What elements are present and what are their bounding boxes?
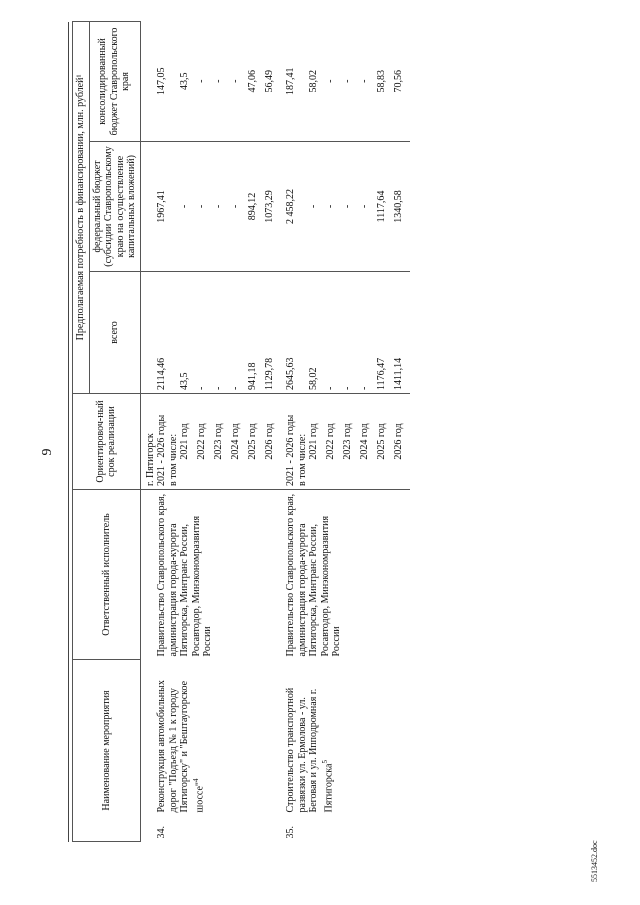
year-label: 2023 год [213,393,230,489]
top-rule [68,22,69,842]
year-total: 43,5 [179,271,196,393]
city-label: г. Пятигорск [140,393,156,489]
year-label: 2025 год [247,393,264,489]
year-regional: 43,5 [179,21,196,141]
year-label: 2026 год [393,393,410,489]
year-total: - [196,271,213,393]
year-label: 2025 год [376,393,393,489]
year-label: 2022 год [196,393,213,489]
city-row [140,21,156,841]
row-name [156,659,281,815]
header-executor: Ответственный исполнитель [73,489,141,659]
year-total: 941,18 [247,271,264,393]
table-row [281,21,297,841]
year-regional: - [325,21,342,141]
year-federal: - [342,141,359,271]
year-label: 2024 год [359,393,376,489]
year-federal: 1073,29 [264,141,281,271]
year-regional: 47,06 [247,21,264,141]
year-federal: - [213,141,230,271]
row-number: 34. [156,826,167,839]
year-label: 2021 год [308,393,325,489]
year-federal: 894,12 [247,141,264,271]
row-period: 2021 - 2026 годы [156,393,168,489]
year-label: 2021 год [179,393,196,489]
year-federal: - [325,141,342,271]
year-federal: - [179,141,196,271]
year-regional: 56,49 [264,21,281,141]
year-federal: - [359,141,376,271]
year-federal: 1340,58 [393,141,410,271]
row-executor: Правительство Ставропольского края, администрация города-курорта Пятигорска, Минтранс России, Росавтодор, Минэкономразвития России [156,493,213,657]
year-total: - [359,271,376,393]
incl-label: в том числе: [297,393,309,489]
row-name-footnote: 5 [320,760,329,764]
row-name-text: Строительство транспортной развязки ул. Ермолова - ул. Беговая и ул. Ипподромная г. Пятигорска [285,687,334,813]
year-regional: 58,02 [308,21,325,141]
year-total: - [325,271,342,393]
year-regional: 70,56 [393,21,410,141]
incl-label: в том числе: [168,393,180,489]
row-period-federal: 1967,41 [156,141,168,271]
header-total: всего [89,271,140,393]
page-number: 9 [40,448,55,456]
row-period: 2021 - 2026 годы [281,393,297,489]
year-federal: - [308,141,325,271]
year-label: 2022 год [325,393,342,489]
row-period-total: 2645,63 [281,271,297,393]
year-federal: 1117,64 [376,141,393,271]
header-federal: федеральный бюджет (субсидии Ставропольскому краю на осуществление капитальных вложений) [89,141,140,271]
header-term: Ориентировоч-ный срок реализации [73,393,141,489]
rotated-page-content [40,22,600,882]
row-name-footnote: 4 [191,778,200,783]
year-regional: - [196,21,213,141]
year-regional: - [359,21,376,141]
header-name: Наименование мероприятия [73,659,141,841]
row-period-total: 2114,46 [156,271,168,393]
table-body [140,21,410,841]
year-regional: - [342,21,359,141]
year-label: 2024 год [230,393,247,489]
year-regional: - [230,21,247,141]
header-funding-group: Предполагаемая потребность в финансировании, млн. рублей¹ [73,21,90,393]
row-period-regional: 187,41 [281,21,297,141]
year-total: - [342,271,359,393]
year-total: - [230,271,247,393]
year-total: 1411,14 [393,271,410,393]
year-federal: - [196,141,213,271]
table-row [156,21,168,841]
year-label: 2023 год [342,393,359,489]
year-total: 1129,78 [264,271,281,393]
row-name-text: Реконструкция автомобильных дорог "Подъезд № 1 к городу Пятигорску" и "Бештаугорское шоссе" [156,680,205,813]
year-label: 2026 год [264,393,281,489]
year-regional: 58,83 [376,21,393,141]
row-name [281,659,410,815]
table-header [73,21,141,841]
year-total: - [213,271,230,393]
year-regional: - [213,21,230,141]
funding-table [72,21,410,842]
year-federal: - [230,141,247,271]
footer-filename: 5513452.doc [590,840,599,882]
row-period-regional: 147,05 [156,21,168,141]
year-total: 1176,47 [376,271,393,393]
year-total: 58,02 [308,271,325,393]
row-executor: Правительство Ставропольского края, администрация города-курорта Пятигорска, Минтранс России, Росавтодор, Минэкономразвития России [285,493,342,657]
row-period-federal: 2 458,22 [281,141,297,271]
row-number: 35. [285,826,296,839]
header-regional: консолидированный бюджет Ставропольского края [89,21,140,141]
